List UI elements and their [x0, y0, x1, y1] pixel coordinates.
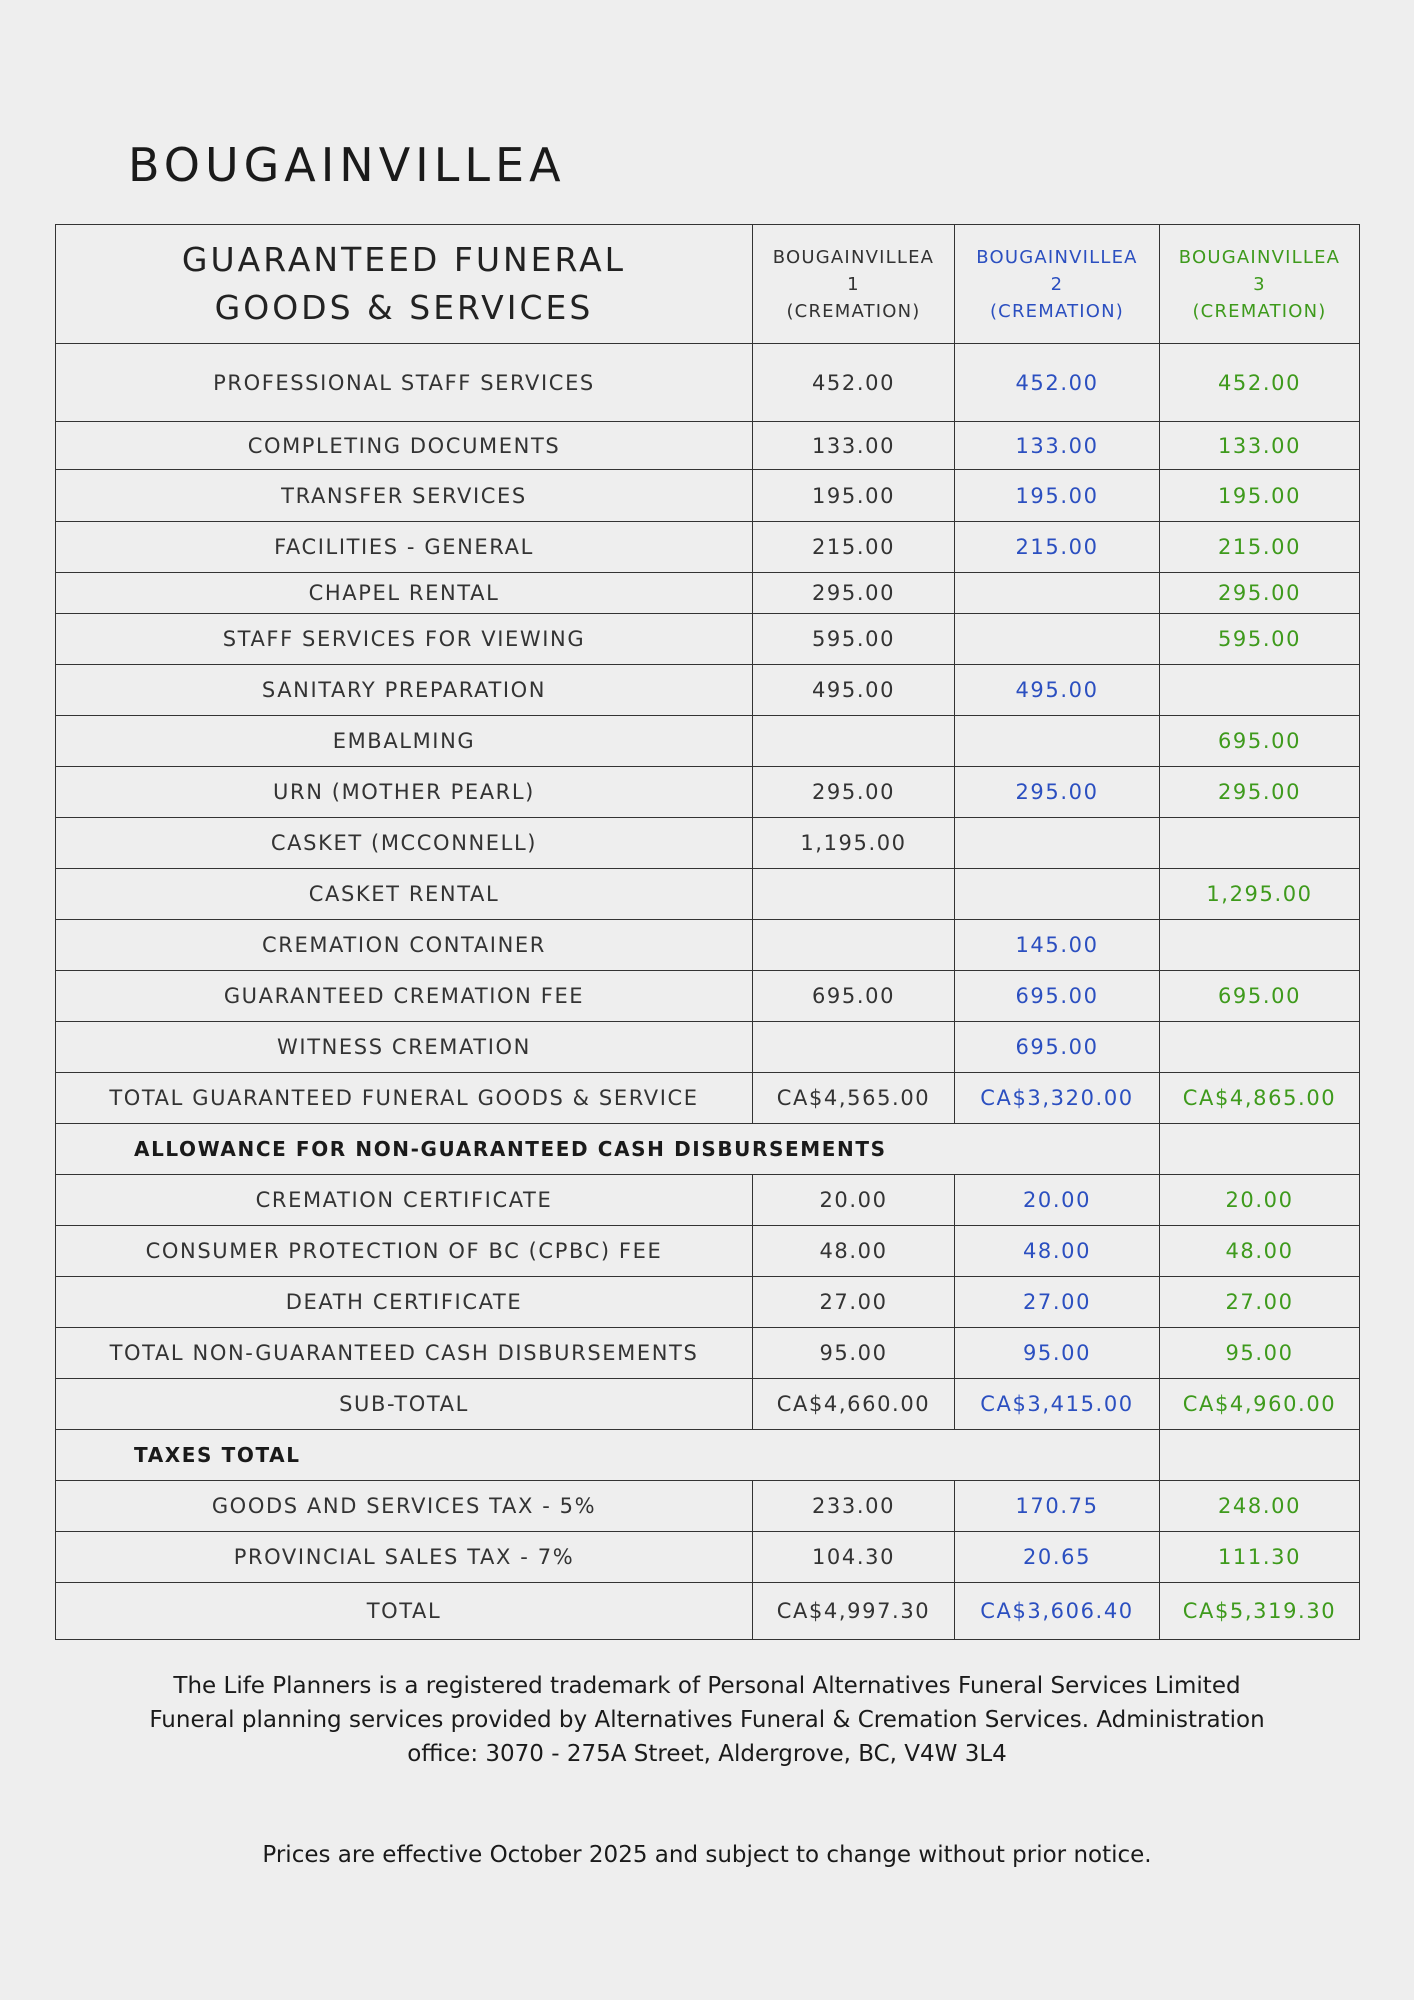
price-cell-3: 295.00	[1160, 767, 1360, 818]
row-label: CASKET RENTAL	[56, 869, 753, 920]
table-row	[56, 1022, 1360, 1073]
price-cell-1	[753, 920, 955, 971]
price-cell-2: 27.00	[955, 1277, 1160, 1328]
price-cell-2: 20.65	[955, 1532, 1160, 1583]
price-cell-1: 95.00	[753, 1328, 955, 1379]
table-row	[56, 1277, 1360, 1328]
price-notice: Prices are effective October 2025 and subject to change without prior notice.	[262, 1842, 1152, 1868]
price-cell-1: 104.30	[753, 1532, 955, 1583]
price-cell-2: 48.00	[955, 1226, 1160, 1277]
table-row	[56, 1583, 1360, 1640]
price-cell-1: 452.00	[753, 344, 955, 422]
row-label: PROFESSIONAL STAFF SERVICES	[56, 344, 753, 422]
price-cell-1: 27.00	[753, 1277, 955, 1328]
table-row	[56, 971, 1360, 1022]
price-cell-3	[1160, 665, 1360, 716]
price-cell-1: 20.00	[753, 1175, 955, 1226]
price-cell-1	[753, 716, 955, 767]
row-label: DEATH CERTIFICATE	[56, 1277, 753, 1328]
section-heading: TAXES TOTAL	[56, 1430, 1160, 1481]
table-row	[56, 767, 1360, 818]
price-cell-3: 248.00	[1160, 1481, 1360, 1532]
price-cell-1: CA$4,660.00	[753, 1379, 955, 1430]
price-cell-1: 195.00	[753, 470, 955, 522]
table-row	[56, 422, 1360, 470]
table-row	[56, 1073, 1360, 1124]
table-row	[56, 470, 1360, 522]
table-row	[56, 1379, 1360, 1430]
price-cell-1: 233.00	[753, 1481, 955, 1532]
table-row	[56, 1481, 1360, 1532]
price-cell-2: 215.00	[955, 522, 1160, 573]
footer-line: The Life Planners is a registered trademark of Personal Alternatives Funeral Services Limited	[173, 1673, 1241, 1699]
price-cell-2: 695.00	[955, 971, 1160, 1022]
row-label: TOTAL NON-GUARANTEED CASH DISBURSEMENTS	[56, 1328, 753, 1379]
row-label: TOTAL	[56, 1583, 753, 1640]
page-title: BOUGAINVILLEA	[128, 138, 566, 192]
row-label: EMBALMING	[56, 716, 753, 767]
table-row	[56, 1226, 1360, 1277]
price-cell-2: 145.00	[955, 920, 1160, 971]
price-cell-3: 27.00	[1160, 1277, 1360, 1328]
row-label: STAFF SERVICES FOR VIEWING	[56, 614, 753, 665]
price-cell-3: 95.00	[1160, 1328, 1360, 1379]
price-cell-2: 295.00	[955, 767, 1160, 818]
price-cell-2: 452.00	[955, 344, 1160, 422]
table-row	[56, 344, 1360, 422]
price-cell-2: 195.00	[955, 470, 1160, 522]
price-cell-2	[955, 614, 1160, 665]
footer-line: Funeral planning services provided by Alternatives Funeral & Cremation Services. Administration	[149, 1707, 1265, 1733]
row-label: WITNESS CREMATION	[56, 1022, 753, 1073]
price-cell-2	[955, 573, 1160, 614]
footer-disclaimer	[0, 1669, 1414, 1771]
price-cell-3: 695.00	[1160, 971, 1360, 1022]
row-label: SANITARY PREPARATION	[56, 665, 753, 716]
row-label: FACILITIES - GENERAL	[56, 522, 753, 573]
table-row	[56, 920, 1360, 971]
price-cell-3: 695.00	[1160, 716, 1360, 767]
price-cell-3: 195.00	[1160, 470, 1360, 522]
price-cell-3: 48.00	[1160, 1226, 1360, 1277]
price-cell-2: 695.00	[955, 1022, 1160, 1073]
table-row	[56, 665, 1360, 716]
pricing-table	[55, 224, 1360, 1640]
price-cell-1	[753, 869, 955, 920]
price-cell-3: 20.00	[1160, 1175, 1360, 1226]
price-cell-1: 595.00	[753, 614, 955, 665]
price-cell-1: 295.00	[753, 767, 955, 818]
table-row	[56, 1175, 1360, 1226]
row-label: CONSUMER PROTECTION OF BC (CPBC) FEE	[56, 1226, 753, 1277]
row-label: TOTAL GUARANTEED FUNERAL GOODS & SERVICE	[56, 1073, 753, 1124]
price-cell-3: CA$4,865.00	[1160, 1073, 1360, 1124]
row-label: CHAPEL RENTAL	[56, 573, 753, 614]
price-cell-2: 170.75	[955, 1481, 1160, 1532]
table-row	[56, 1328, 1360, 1379]
price-cell-1: 695.00	[753, 971, 955, 1022]
price-cell-2: 95.00	[955, 1328, 1160, 1379]
price-cell-3: 1,295.00	[1160, 869, 1360, 920]
price-cell-3: 215.00	[1160, 522, 1360, 573]
table-row	[56, 522, 1360, 573]
price-cell-3	[1160, 1022, 1360, 1073]
price-cell-2: 495.00	[955, 665, 1160, 716]
price-cell-2: CA$3,415.00	[955, 1379, 1160, 1430]
price-cell-2: CA$3,320.00	[955, 1073, 1160, 1124]
price-cell-3: 133.00	[1160, 422, 1360, 470]
row-label: CASKET (MCCONNELL)	[56, 818, 753, 869]
price-cell-1: 495.00	[753, 665, 955, 716]
row-label: SUB-TOTAL	[56, 1379, 753, 1430]
table-row	[56, 1532, 1360, 1583]
price-cell-1: 48.00	[753, 1226, 955, 1277]
price-cell-2: CA$3,606.40	[955, 1583, 1160, 1640]
section-heading-row	[56, 1124, 1360, 1175]
price-cell-1: 1,195.00	[753, 818, 955, 869]
price-cell-1: 295.00	[753, 573, 955, 614]
table-heading: GUARANTEED FUNERAL GOODS & SERVICES	[56, 225, 753, 344]
table-row	[56, 716, 1360, 767]
price-cell-2: 133.00	[955, 422, 1160, 470]
price-cell-3: CA$5,319.30	[1160, 1583, 1360, 1640]
price-cell-3: 452.00	[1160, 344, 1360, 422]
price-cell-2	[955, 869, 1160, 920]
row-label: PROVINCIAL SALES TAX - 7%	[56, 1532, 753, 1583]
empty-cell	[1160, 1124, 1360, 1175]
price-cell-3: 595.00	[1160, 614, 1360, 665]
footer-line: office: 3070 - 275A Street, Aldergrove, BC, V4W 3L4	[407, 1741, 1007, 1767]
price-cell-3: 295.00	[1160, 573, 1360, 614]
price-cell-2	[955, 716, 1160, 767]
section-heading-row	[56, 1430, 1360, 1481]
price-cell-2: 20.00	[955, 1175, 1160, 1226]
table-row	[56, 869, 1360, 920]
column-header-1: BOUGAINVILLEA 1 (CREMATION)	[753, 225, 955, 344]
table-row	[56, 614, 1360, 665]
column-header-2: BOUGAINVILLEA 2 (CREMATION)	[955, 225, 1160, 344]
row-label: GUARANTEED CREMATION FEE	[56, 971, 753, 1022]
price-cell-1: CA$4,997.30	[753, 1583, 955, 1640]
row-label: TRANSFER SERVICES	[56, 470, 753, 522]
price-cell-1	[753, 1022, 955, 1073]
price-cell-1: CA$4,565.00	[753, 1073, 955, 1124]
row-label: COMPLETING DOCUMENTS	[56, 422, 753, 470]
row-label: URN (MOTHER PEARL)	[56, 767, 753, 818]
row-label: CREMATION CONTAINER	[56, 920, 753, 971]
price-cell-3: CA$4,960.00	[1160, 1379, 1360, 1430]
price-cell-3	[1160, 920, 1360, 971]
header-row	[56, 225, 1360, 344]
price-cell-2	[955, 818, 1160, 869]
price-cell-3	[1160, 818, 1360, 869]
row-label: CREMATION CERTIFICATE	[56, 1175, 753, 1226]
table-row	[56, 573, 1360, 614]
price-cell-1: 215.00	[753, 522, 955, 573]
table-row	[56, 818, 1360, 869]
column-header-3: BOUGAINVILLEA 3 (CREMATION)	[1160, 225, 1360, 344]
empty-cell	[1160, 1430, 1360, 1481]
row-label: GOODS AND SERVICES TAX - 5%	[56, 1481, 753, 1532]
price-cell-3: 111.30	[1160, 1532, 1360, 1583]
section-heading: ALLOWANCE FOR NON-GUARANTEED CASH DISBURSEMENTS	[56, 1124, 1160, 1175]
price-cell-1: 133.00	[753, 422, 955, 470]
